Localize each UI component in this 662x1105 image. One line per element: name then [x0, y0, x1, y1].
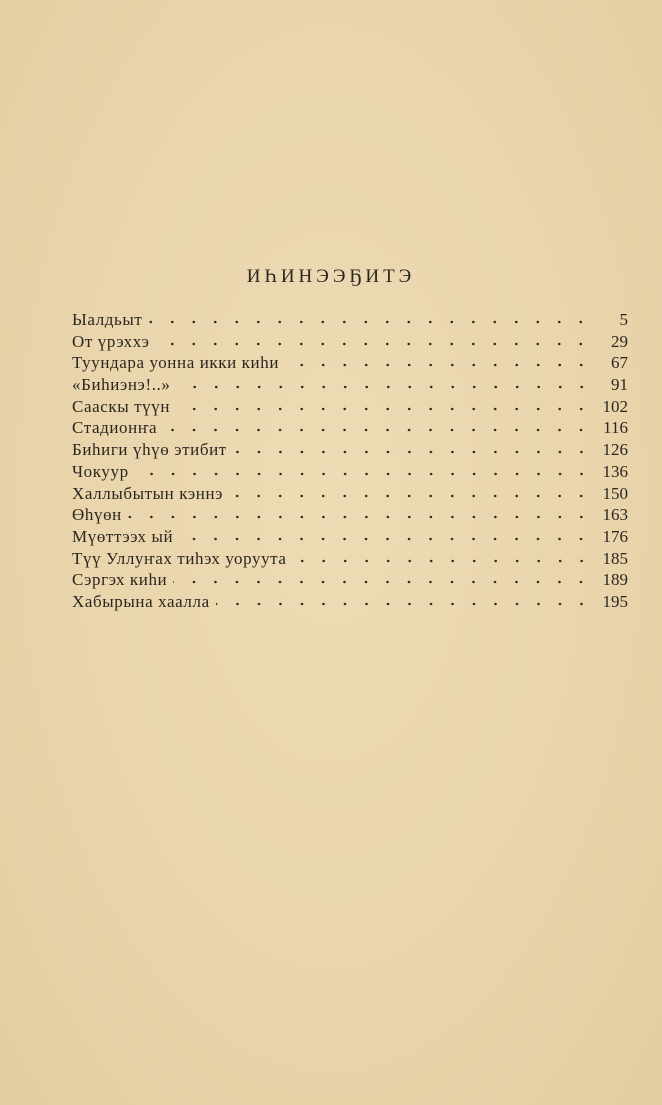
dot-leader: [216, 602, 592, 606]
dot-leader: [148, 320, 592, 324]
toc-entry: [72, 591, 628, 613]
toc-entry-title: Өһүөн: [72, 505, 122, 525]
toc-entry-page: 185: [602, 548, 628, 568]
toc-entry: [72, 483, 628, 505]
dot-leader: [176, 407, 592, 411]
toc-entry-page: 5: [619, 310, 628, 329]
toc-entry-title: Халлыбытын кэннэ: [72, 483, 224, 503]
toc-entry-title: Хабырына хаалла: [72, 591, 210, 611]
toc-entry-title: «Биһиэнэ!..»: [72, 375, 171, 395]
toc-entry-page: 163: [602, 505, 628, 525]
toc-entry-title: Биһиги үһүө этибит: [72, 440, 227, 460]
toc-entry-page: 195: [602, 591, 628, 611]
toc-entry: [72, 331, 628, 353]
dot-leader: [177, 385, 592, 389]
dot-leader: [128, 515, 592, 519]
toc-entry-title: Чокуур: [72, 461, 129, 481]
dot-leader: [135, 472, 592, 476]
dot-leader: [233, 450, 592, 454]
toc-entry-page: 67: [611, 353, 628, 373]
dot-leader: [173, 580, 592, 584]
toc-entry-page: 116: [603, 418, 628, 438]
toc-entry-title: От үрэххэ: [72, 331, 150, 351]
toc-entry: [72, 396, 628, 418]
toc-entry: [72, 569, 628, 591]
dot-leader: [155, 342, 592, 346]
dot-leader: [163, 428, 592, 432]
toc-entry: [72, 309, 628, 331]
toc-entry: [72, 526, 628, 548]
toc-entry-title: Туундара уонна икки киһи: [72, 353, 280, 373]
toc-entry-page: 91: [611, 375, 628, 395]
toc-entry-title: Ыалдьыт: [72, 310, 143, 329]
toc-entry-page: 29: [611, 331, 628, 351]
toc-entry: [72, 504, 628, 526]
toc-entry: [72, 461, 628, 483]
toc-entry-page: 189: [602, 570, 628, 590]
toc-entry-title: Сааскы түүн: [72, 396, 171, 416]
contents-title: ИҺИНЭЭҔИТЭ: [246, 266, 416, 287]
dot-leader: [293, 559, 592, 563]
toc-entry-page: 136: [602, 461, 628, 481]
toc-entry: [72, 352, 628, 374]
toc-entry-page: 176: [602, 526, 628, 546]
toc-entry-title: Стадионҥа: [72, 418, 158, 438]
toc-entry: [72, 374, 628, 396]
toc-entry: [72, 548, 628, 570]
toc-entry: [72, 439, 628, 461]
toc-entry-page: 126: [602, 440, 628, 460]
toc-entry-page: 102: [602, 396, 628, 416]
toc-entry-title: Мүөттээх ый: [72, 526, 174, 546]
toc-entry-title: Түү Уллуҥах тиһэх уоруута: [72, 548, 287, 568]
dot-leader: [179, 537, 592, 541]
toc-entry: [72, 417, 628, 439]
dot-leader: [229, 494, 592, 498]
toc-entry-page: 150: [602, 483, 628, 503]
table-of-contents: [72, 309, 628, 613]
toc-entry-title: Сэргэх киһи: [72, 570, 168, 590]
dot-leader: [285, 363, 592, 367]
